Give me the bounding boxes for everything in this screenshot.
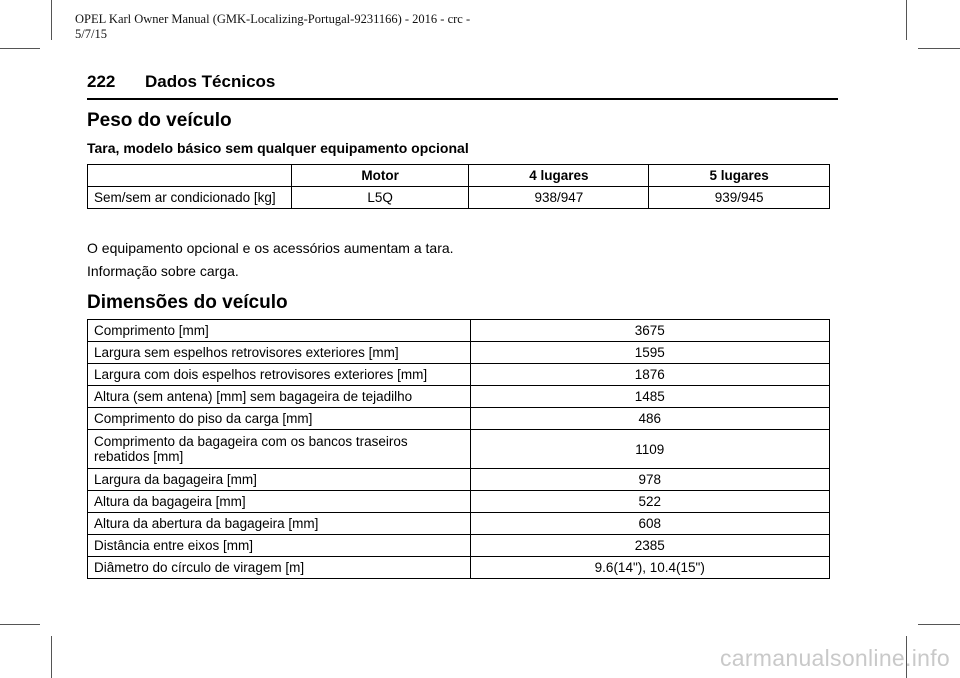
column-header (88, 165, 292, 187)
table-cell-value: 1876 (470, 364, 830, 386)
table-cell-value: 978 (470, 469, 830, 491)
table-cell-value: 9.6(14"), 10.4(15") (470, 557, 830, 579)
note-paragraph: O equipamento opcional e os acessórios aumentam a tara. (87, 240, 454, 256)
table-cell: Sem/sem ar condicionado [kg] (88, 187, 292, 209)
crop-mark (51, 0, 52, 40)
table-cell-value: 1485 (470, 386, 830, 408)
table-cell-label: Altura (sem antena) [mm] sem bagageira de tejadilho (88, 386, 471, 408)
table-row (88, 386, 830, 408)
table-row (88, 469, 830, 491)
table-cell-value: 3675 (470, 320, 830, 342)
table-cell-label: Comprimento [mm] (88, 320, 471, 342)
page-header (87, 72, 838, 92)
crop-mark (0, 624, 40, 625)
table-row (88, 187, 830, 209)
label-line: Comprimento da bagageira com os bancos traseiros (94, 434, 408, 449)
table-row (88, 430, 830, 469)
document-meta-header (75, 12, 515, 42)
table-cell-label: Largura sem espelhos retrovisores exteriores [mm] (88, 342, 471, 364)
table-cell-label: Comprimento do piso da carga [mm] (88, 408, 471, 430)
table-row (88, 364, 830, 386)
table-row (88, 535, 830, 557)
column-header: Motor (291, 165, 469, 187)
meta-line-2: 5/7/15 (75, 27, 107, 41)
crop-mark (918, 48, 960, 49)
watermark: carmanualsonline.info (719, 645, 950, 671)
table-cell-label (88, 430, 471, 469)
column-header: 4 lugares (469, 165, 649, 187)
table-cell-value: 1595 (470, 342, 830, 364)
label-line: rebatidos [mm] (94, 449, 184, 464)
table-cell-value: 2385 (470, 535, 830, 557)
table-row (88, 408, 830, 430)
header-divider (87, 98, 838, 100)
crop-mark (906, 0, 907, 40)
dimensions-section-title: Dimensões do veículo (87, 292, 288, 313)
crop-mark (0, 48, 40, 49)
table-cell-label: Altura da bagageira [mm] (88, 491, 471, 513)
table-cell-value: 1109 (470, 430, 830, 469)
chapter-title: Dados Técnicos (145, 72, 276, 91)
weight-table (87, 164, 830, 209)
table-cell-value: 522 (470, 491, 830, 513)
table-cell-value: 486 (470, 408, 830, 430)
table-cell-value: 608 (470, 513, 830, 535)
crop-mark (918, 624, 960, 625)
table-row (88, 557, 830, 579)
table-cell-label: Diâmetro do círculo de viragem [m] (88, 557, 471, 579)
table-cell-label: Largura da bagageira [mm] (88, 469, 471, 491)
table-cell: 939/945 (649, 187, 830, 209)
column-header: 5 lugares (649, 165, 830, 187)
dimensions-table (87, 319, 830, 579)
table-cell: 938/947 (469, 187, 649, 209)
crop-mark (51, 636, 52, 678)
weight-section-title: Peso do veículo (87, 110, 232, 131)
table-cell-label: Distância entre eixos [mm] (88, 535, 471, 557)
weight-subtitle: Tara, modelo básico sem qualquer equipamento opcional (87, 140, 469, 156)
table-cell: L5Q (291, 187, 469, 209)
table-row (88, 513, 830, 535)
table-cell-label: Altura da abertura da bagageira [mm] (88, 513, 471, 535)
table-row (88, 342, 830, 364)
table-row (88, 491, 830, 513)
table-row (88, 320, 830, 342)
meta-line-1: OPEL Karl Owner Manual (GMK-Localizing-Portugal-9231166) - 2016 - crc - (75, 12, 471, 26)
table-header-row (88, 165, 830, 187)
note-paragraph: Informação sobre carga. (87, 263, 239, 279)
table-cell-label: Largura com dois espelhos retrovisores exteriores [mm] (88, 364, 471, 386)
page-number: 222 (87, 72, 116, 91)
